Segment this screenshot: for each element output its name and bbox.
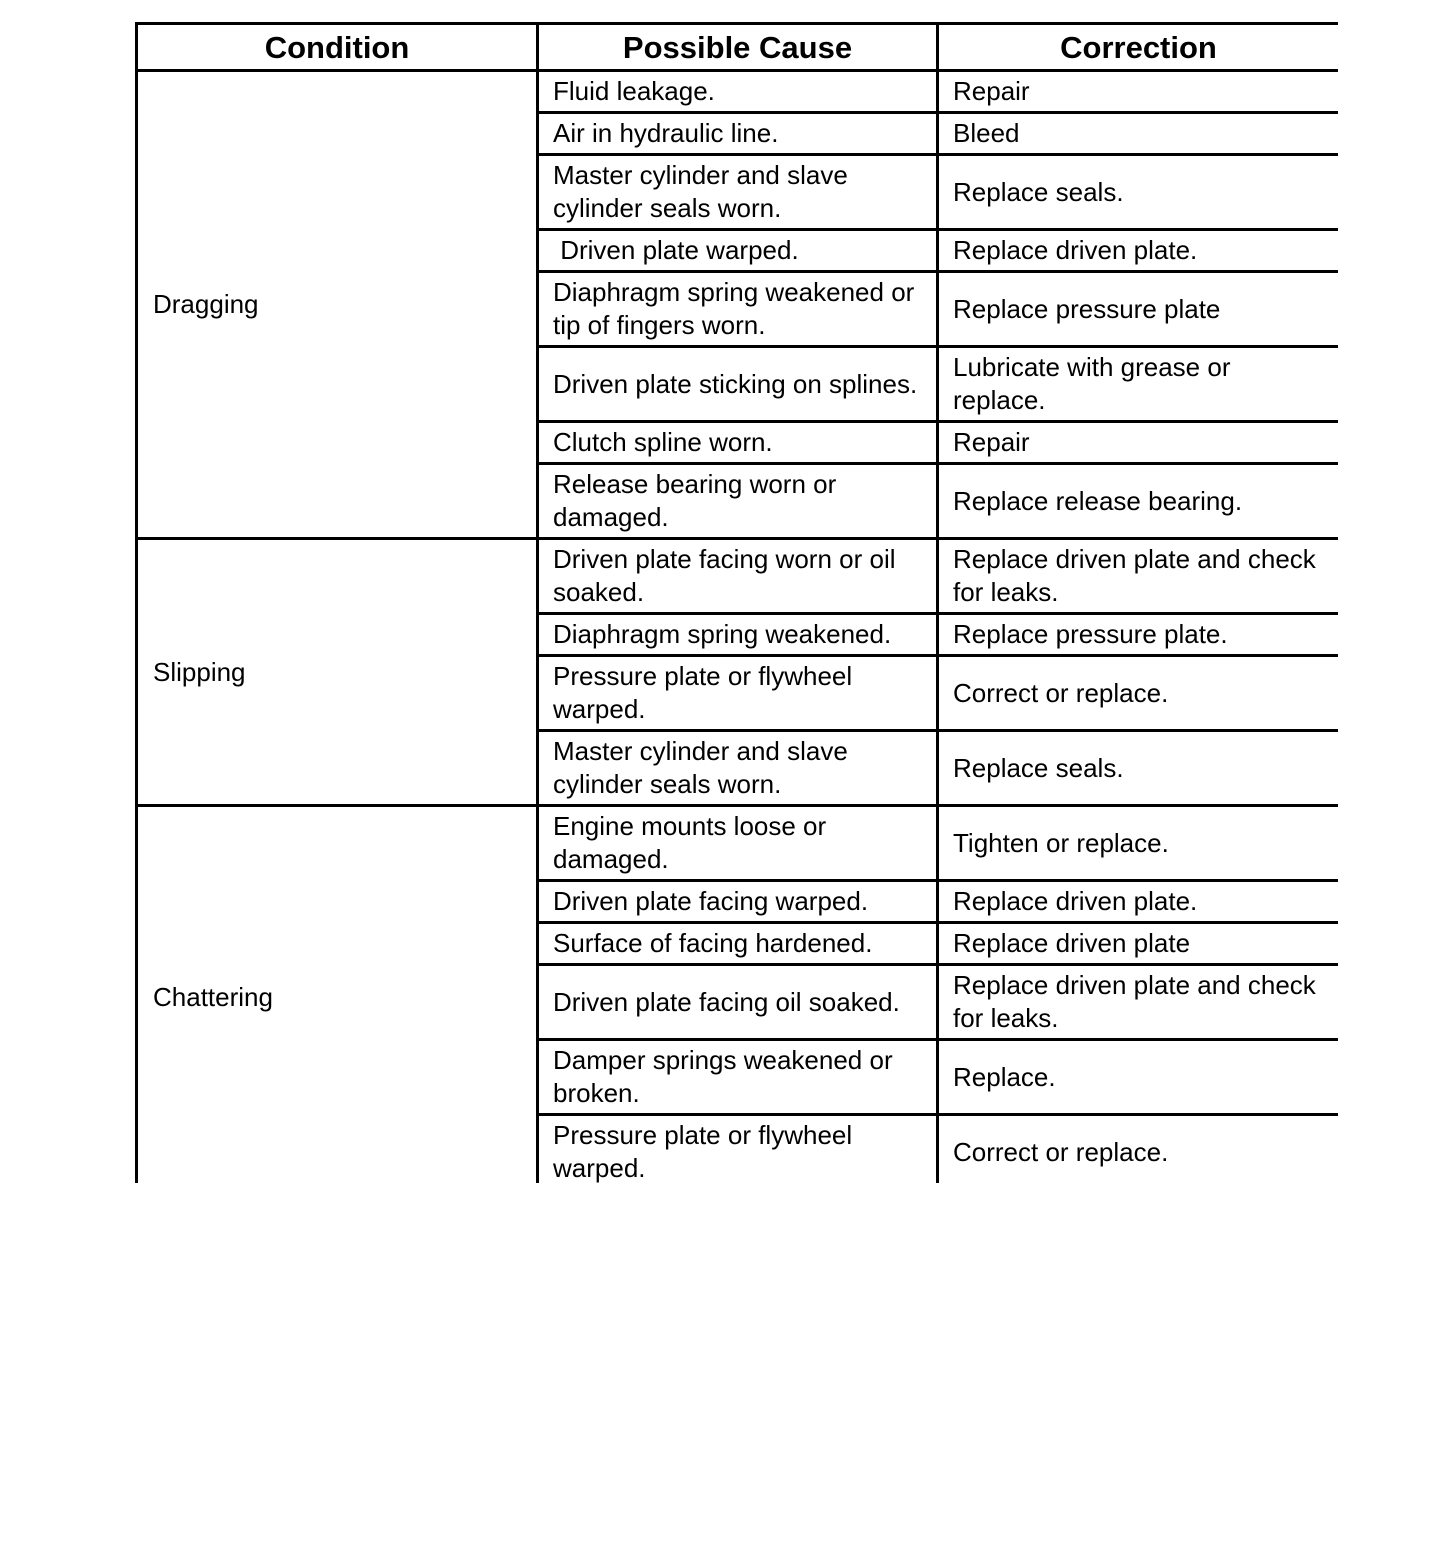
correction-cell: Replace seals. — [938, 155, 1339, 230]
troubleshooting-table-wrapper — [135, 22, 1338, 1183]
condition-cell-dragging: Dragging — [137, 71, 538, 539]
correction-cell: Lubricate with grease or replace. — [938, 347, 1339, 422]
header-condition: Condition — [137, 24, 538, 71]
correction-cell: Bleed — [938, 113, 1339, 155]
cause-cell: Clutch spline worn. — [538, 422, 938, 464]
cause-cell: Fluid leakage. — [538, 71, 938, 113]
correction-cell: Correct or replace. — [938, 656, 1339, 731]
correction-cell: Replace pressure plate — [938, 272, 1339, 347]
correction-cell: Replace driven plate. — [938, 230, 1339, 272]
correction-cell: Replace driven plate and check for leaks. — [938, 539, 1339, 614]
cause-cell: Engine mounts loose or damaged. — [538, 806, 938, 881]
correction-cell: Replace pressure plate. — [938, 614, 1339, 656]
table-row — [137, 71, 1339, 113]
correction-cell: Tighten or replace. — [938, 806, 1339, 881]
cause-cell: Driven plate facing oil soaked. — [538, 965, 938, 1040]
header-row — [137, 24, 1339, 71]
correction-cell: Replace driven plate. — [938, 881, 1339, 923]
cause-cell: Surface of facing hardened. — [538, 923, 938, 965]
correction-cell: Replace release bearing. — [938, 464, 1339, 539]
header-correction: Correction — [938, 24, 1339, 71]
correction-cell: Repair — [938, 71, 1339, 113]
correction-cell: Replace. — [938, 1040, 1339, 1115]
cause-cell: Driven plate facing worn or oil soaked. — [538, 539, 938, 614]
correction-cell: Replace driven plate — [938, 923, 1339, 965]
cause-cell: Driven plate sticking on splines. — [538, 347, 938, 422]
condition-cell-chattering: Chattering — [137, 806, 538, 1184]
condition-cell-slipping: Slipping — [137, 539, 538, 806]
cause-cell: Pressure plate or flywheel warped. — [538, 1115, 938, 1184]
troubleshooting-table — [135, 22, 1338, 1183]
correction-cell: Replace driven plate and check for leaks. — [938, 965, 1339, 1040]
header-possible-cause: Possible Cause — [538, 24, 938, 71]
table-row — [137, 539, 1339, 614]
cause-cell: Release bearing worn or damaged. — [538, 464, 938, 539]
correction-cell: Correct or replace. — [938, 1115, 1339, 1184]
correction-cell: Repair — [938, 422, 1339, 464]
cause-cell: Air in hydraulic line. — [538, 113, 938, 155]
cause-cell: Diaphragm spring weakened. — [538, 614, 938, 656]
cause-cell: Master cylinder and slave cylinder seals worn. — [538, 155, 938, 230]
correction-cell: Replace seals. — [938, 731, 1339, 806]
cause-cell: Pressure plate or flywheel warped. — [538, 656, 938, 731]
cause-cell: Diaphragm spring weakened or tip of fingers worn. — [538, 272, 938, 347]
cause-cell: Damper springs weakened or broken. — [538, 1040, 938, 1115]
cause-cell: Master cylinder and slave cylinder seals worn. — [538, 731, 938, 806]
table-row — [137, 806, 1339, 881]
cause-cell: Driven plate warped. — [538, 230, 938, 272]
cause-cell: Driven plate facing warped. — [538, 881, 938, 923]
